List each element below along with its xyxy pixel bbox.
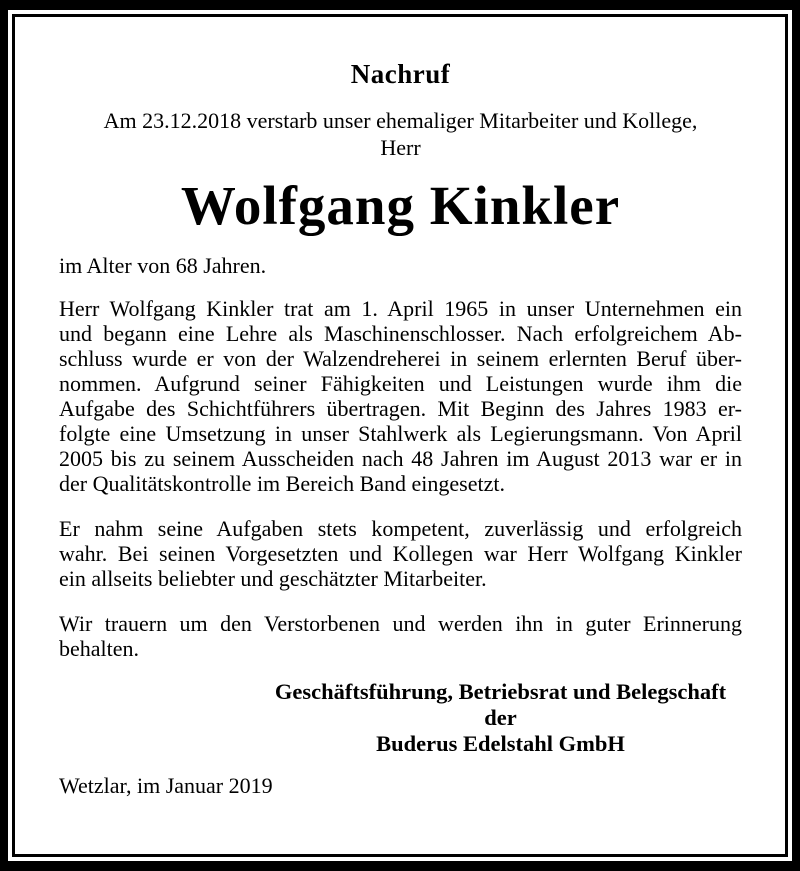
signature-line-3: Buderus Edelstahl GmbH <box>376 731 625 756</box>
intro-line-2: Herr <box>380 135 421 160</box>
body-line: behalten. <box>59 636 140 661</box>
appreciation-paragraph <box>59 516 742 591</box>
obituary-card <box>12 14 788 857</box>
mourning-paragraph <box>59 611 742 661</box>
body-line: nommen. Aufgrund seiner Fähigkeiten und Leistungen wurde ihm die <box>59 371 742 396</box>
intro-block <box>59 107 742 161</box>
inner-mat <box>8 10 792 861</box>
body-line: und begann eine Lehre als Maschinenschlosser. Nach erfolgreichem Ab- <box>59 321 742 346</box>
body-line: wahr. Bei seinen Vorgesetzten und Kollegen war Herr Wolfgang Kinkler <box>59 541 742 566</box>
deceased-name: Wolfgang Kinkler <box>180 175 621 236</box>
obituary-heading: Nachruf <box>350 59 451 89</box>
career-paragraph <box>59 296 742 496</box>
body-line: Aufgabe des Schichtführers übertragen. Mit Beginn des Jahres 1983 er- <box>59 396 742 421</box>
signature-block <box>259 679 742 757</box>
age-line: im Alter von 68 Jahren. <box>59 253 267 278</box>
body-line: Wir trauern um den Verstorbenen und werden ihn in guter Erinnerung <box>59 611 742 636</box>
body-line: Er nahm seine Aufgaben stets kompetent, zuverlässig und erfolgreich <box>59 516 742 541</box>
intro-line-1: Am 23.12.2018 verstarb unser ehemaliger Mitarbeiter und Kollege, <box>103 108 698 133</box>
signature-line-2: der <box>484 705 517 730</box>
body-line: schluss wurde er von der Walzendreherei in seinem erlernten Beruf über- <box>59 346 742 371</box>
body-line: der Qualitätskontrolle im Bereich Band eingesetzt. <box>59 471 505 496</box>
body-line: Herr Wolfgang Kinkler trat am 1. April 1965 in unser Unternehmen ein <box>59 296 742 321</box>
signature-line-1: Geschäftsführung, Betriebsrat und Belegschaft <box>274 679 727 704</box>
body-line: folgte eine Umsetzung in unser Stahlwerk als Legierungsmann. Von April <box>59 421 742 446</box>
dateline: Wetzlar, im Januar 2019 <box>59 773 273 798</box>
body-line: ein allseits beliebter und geschätzter Mitarbeiter. <box>59 566 487 591</box>
body-line: 2005 bis zu seinem Ausscheiden nach 48 Jahren im August 2013 war er in <box>59 446 742 471</box>
